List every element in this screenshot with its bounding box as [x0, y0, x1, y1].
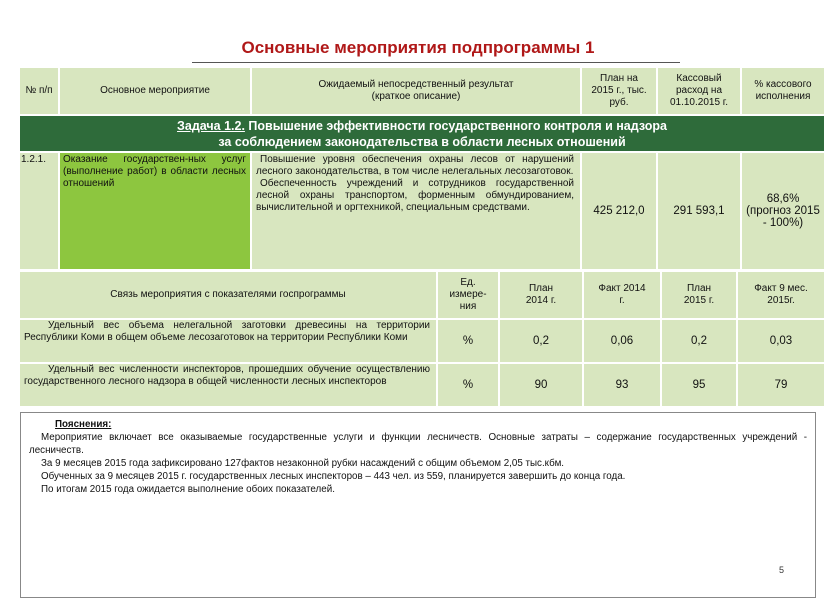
header-result-label: Ожидаемый непосредственный результат (краткое описание) — [318, 79, 514, 102]
ind-row-1-plan2015-value: 0,2 — [691, 335, 707, 347]
notes-paragraph-3: Обученных за 9 месяцев 2015 г. государственных лесных инспекторов – 443 чел. из 559, планируется завершить до конца года. — [41, 471, 626, 482]
task-line-1 — [20, 118, 824, 134]
ind-header-fact2014 — [584, 272, 660, 318]
notes-paragraph-4: По итогам 2015 года ожидается выполнение обоих показателей. — [41, 484, 335, 495]
header-num-label: № п/п — [25, 85, 53, 96]
ind-row-2-plan2015 — [662, 364, 736, 406]
ind-row-2-unit — [438, 364, 498, 406]
header-plan-label: План на 2015 г., тыс. руб. — [591, 73, 647, 108]
ind-row-1-plan2014 — [500, 320, 582, 362]
ind-row-2-plan2014-value: 90 — [534, 379, 548, 391]
task-text: Повышение эффективности государственного контроля и надзора — [244, 119, 667, 133]
row-percent-value: 68,6% (прогноз 2015 - 100%) — [746, 193, 820, 229]
ind-row-2-name: Удельный вес численности инспекторов, прошедших обучение осуществлению государственного лесного надзора в общей численности лесных инспекторов — [20, 364, 436, 406]
ind-header-plan2015 — [662, 272, 736, 318]
ind-row-1-unit-value: % — [462, 335, 474, 347]
page-title: Основные мероприятия подпрограммы 1 — [241, 38, 595, 57]
notes-box — [20, 412, 816, 598]
header-cash-label: Кассовый расход на 01.10.2015 г. — [669, 73, 729, 108]
notes-paragraph-1: Мероприятие включает все оказываемые государственные услуги и функции лесничеств. Основные затраты – содержание государственных учреждений - лесничеств. — [29, 432, 807, 456]
header-measure — [60, 68, 250, 114]
row-cash-value: 291 593,1 — [673, 205, 725, 217]
notes-title: Пояснения: — [55, 419, 112, 430]
ind-row-1-fact9m-value: 0,03 — [769, 335, 793, 347]
header-percent — [742, 68, 824, 114]
row-plan — [582, 153, 656, 269]
row-plan-value: 425 212,0 — [593, 205, 645, 217]
ind-row-2-fact2014-value: 93 — [615, 379, 629, 391]
ind-row-1-plan2015 — [662, 320, 736, 362]
ind-row-1-name: Удельный вес объема нелегальной заготовки древесины на территории Республики Коми в общем объеме лесозаготовок на территории Республики Коми — [20, 320, 436, 362]
row-measure: Оказание государствен-ных услуг (выполнение работ) в области лесных отношений — [60, 153, 250, 269]
ind-row-1-unit — [438, 320, 498, 362]
header-cash — [658, 68, 740, 114]
ind-row-2-plan2014 — [500, 364, 582, 406]
ind-row-2-fact2014 — [584, 364, 660, 406]
ind-header-plan2014 — [500, 272, 582, 318]
ind-header-unit-label: Ед. измере-ния — [449, 277, 487, 312]
ind-header-link — [20, 272, 436, 318]
page-number: 5 — [778, 565, 784, 575]
header-result — [252, 68, 580, 114]
header-percent-label: % кассового исполнения — [754, 79, 812, 102]
row-result — [252, 153, 580, 269]
ind-row-1-fact2014-value: 0,06 — [610, 335, 634, 347]
ind-row-2-unit-value: % — [462, 379, 474, 391]
ind-row-1-fact2014 — [584, 320, 660, 362]
row-percent — [742, 153, 824, 269]
row-num-label: 1.2.1. — [21, 154, 47, 165]
ind-header-fact9m — [738, 272, 824, 318]
row-result-p1: Повышение уровня обеспечения охраны лесов от нарушений лесного законодательства, в том числе нелегальных лесозаготовок. — [256, 154, 574, 177]
ind-header-fact9m-label: Факт 9 мес. 2015г. — [754, 283, 808, 306]
ind-row-2-fact9m — [738, 364, 824, 406]
ind-header-unit — [438, 272, 498, 318]
task-label: Задача 1.2. — [177, 119, 245, 133]
ind-row-1-plan2014-value: 0,2 — [533, 335, 549, 347]
task-line-2: за соблюдением законодательства в области лесных отношений — [218, 135, 626, 149]
header-num — [20, 68, 58, 114]
ind-header-fact2014-label: Факт 2014 г. — [598, 283, 646, 306]
header-plan — [582, 68, 656, 114]
ind-row-2-fact9m-value: 79 — [774, 379, 788, 391]
row-result-p2: Обеспеченность учреждений и сотрудников государственной лесной охраны транспортом, форменным обмундированием, вычислительной и оргтехникой, специальным средствами. — [256, 178, 574, 213]
ind-header-plan2015-label: План 2015 г. — [683, 283, 715, 306]
notes-paragraph-2: За 9 месяцев 2015 года зафиксировано 127фактов незаконной рубки насаждений с общим объемом 2,05 тыс.кбм. — [41, 458, 565, 469]
ind-header-link-label: Связь мероприятия с показателями госпрограммы — [110, 289, 346, 300]
row-cash — [658, 153, 740, 269]
row-num — [20, 153, 58, 269]
header-measure-label: Основное мероприятие — [100, 85, 210, 96]
title-underline — [192, 62, 680, 63]
ind-row-2-plan2015-value: 95 — [692, 379, 706, 391]
ind-header-plan2014-label: План 2014 г. — [525, 283, 557, 306]
task-banner — [20, 116, 824, 151]
ind-row-1-fact9m — [738, 320, 824, 362]
